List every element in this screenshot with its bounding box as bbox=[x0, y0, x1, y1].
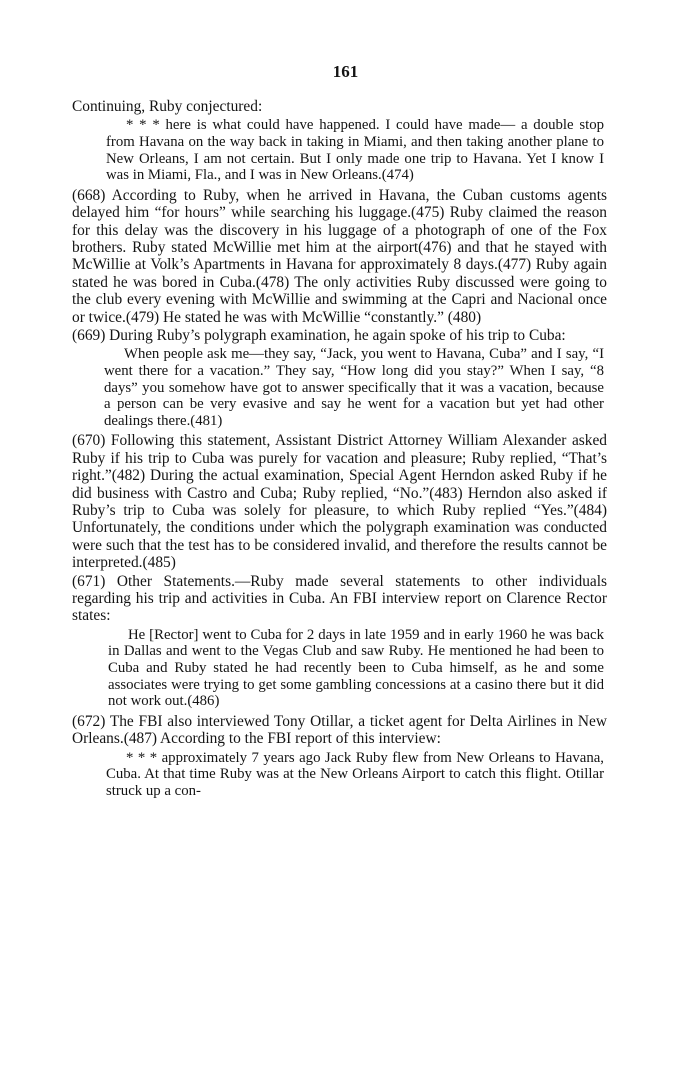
paragraph-668: (668) According to Ruby, when he arrived in Havana, the Cuban customs agents delayed him “for hours” while searching his luggage.(475) Ruby claimed the reason for this delay was the discovery in his luggage of a photograph of one of the Fox brothers. Ruby stated McWillie met him at the airport(476) and that he stayed with McWillie at Volk’s Apartments in Havana for approximately 8 days.(477) Ruby again stated he was bored in Cuba.(478) The only activities Ruby discussed were going to the club every evening with McWillie and swimming at the Capri and Nacional once or twice.(479) He stated he was with McWillie “constantly.” (480) bbox=[72, 186, 607, 326]
quote-block-ruby-conjecture: * * * here is what could have happened. I could have made— a double stop from Havana on the way back in taking in Miami, and then taking another plane to New Orleans, I am not certain. But I only made one trip to Havana. Yet I know I was in Miami, Fla., and I was in New Orleans.(474) bbox=[106, 117, 604, 184]
paragraph-672: (672) The FBI also interviewed Tony Otillar, a ticket agent for Delta Airlines in New Orleans.(487) According to the FBI report of this interview: bbox=[72, 712, 607, 748]
paragraph-671: (671) Other Statements.—Ruby made several statements to other individuals regarding his trip and activities in Cuba. An FBI interview report on Clarence Rector states: bbox=[72, 572, 607, 625]
paragraph-669: (669) During Ruby’s polygraph examination, he again spoke of his trip to Cuba: bbox=[72, 327, 566, 345]
page-body bbox=[72, 98, 607, 802]
paragraph-670: (670) Following this statement, Assistant District Attorney William Alexander asked Ruby if his trip to Cuba was purely for vacation and pleasure; Ruby replied, “That’s right.”(482) During the actual examination, Special Agent Herndon asked Ruby if he did business with Castro and Cuba; Ruby replied, “No.”(483) Herndon also asked if Ruby’s trip to Cuba was solely for pleasure, to which Ruby replied “Yes.”(484) Unfortunately, the conditions under which the polygraph examination was conducted were such that the test has to be considered invalid, and therefore the results cannot be interpreted.(485) bbox=[72, 432, 607, 572]
quote-block-rector: He [Rector] went to Cuba for 2 days in late 1959 and in early 1960 he was back in Dallas and went to the Vegas Club and saw Ruby. He mentioned he had been to Cuba and Ruby stated he had recently been to Cuba himself, as he and some associates were trying to get some gambling concessions at a casino there but it did not work out.(486) bbox=[108, 626, 604, 710]
intro-line: Continuing, Ruby conjectured: bbox=[72, 98, 263, 115]
quote-block-otillar: * * * approximately 7 years ago Jack Ruby flew from New Orleans to Havana, Cuba. At that time Ruby was at the New Orleans Airport to catch this flight. Otillar struck up a con- bbox=[106, 749, 604, 799]
page-number: 161 bbox=[332, 62, 359, 81]
quote-block-polygraph: When people ask me—they say, “Jack, you went to Havana, Cuba” and I say, “I went there for a vacation.” They say, “How long did you stay?” When I say, “8 days” you somehow have got to answer specifically that it was a vacation, because a person can be very evasive and say he went for a vacation but yet had other dealings there.(481) bbox=[104, 346, 604, 429]
